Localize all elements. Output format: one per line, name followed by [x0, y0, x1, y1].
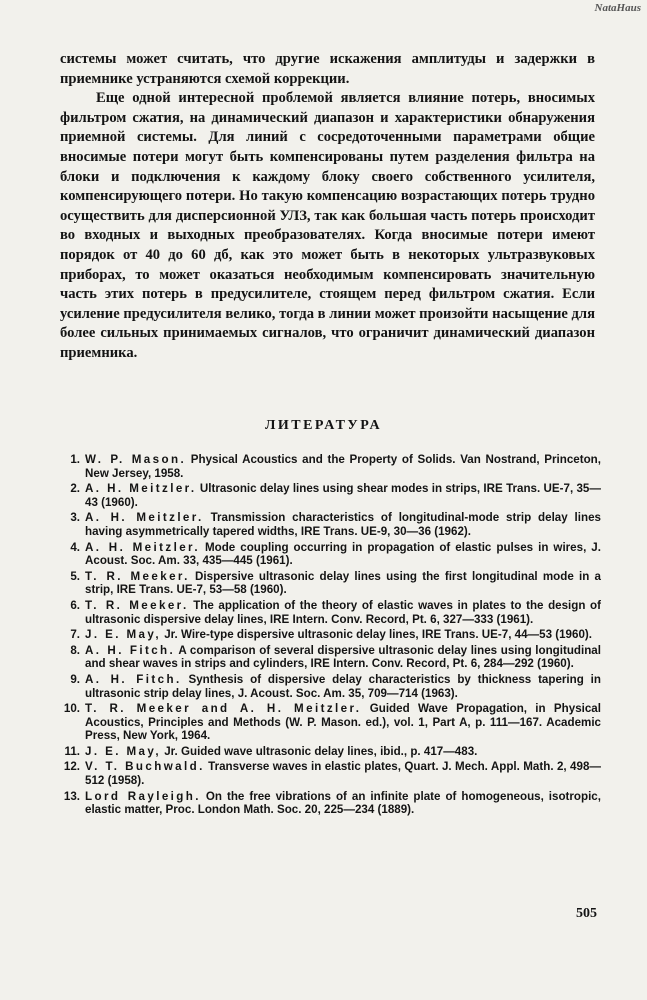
reference-text: [85, 673, 601, 700]
reference-item: [56, 628, 601, 642]
reference-author: A. H. Fitch.: [85, 643, 176, 657]
reference-item: [56, 790, 601, 817]
reference-citation: On the free vibrations of an infinite plate of homogeneous, isotropic, elastic matter, Proc. London Math. Soc. 20, 225—234 (1889).: [85, 789, 601, 817]
watermark-logo: NataHaus: [594, 2, 641, 14]
reference-item: [56, 511, 601, 538]
reference-number: 7.: [70, 628, 80, 642]
reference-item: [56, 453, 601, 480]
reference-text: [85, 541, 601, 568]
reference-item: [56, 482, 601, 509]
reference-author: A. H. Fitch.: [85, 672, 182, 686]
reference-author: J. E. May,: [85, 744, 161, 758]
reference-number: 2.: [70, 482, 80, 496]
reference-author: V. T. Buchwald.: [85, 760, 205, 774]
reference-number: 9.: [70, 672, 80, 686]
reference-text: [85, 702, 601, 743]
reference-text: [85, 511, 601, 538]
reference-item: [56, 644, 601, 671]
reference-number: 6.: [70, 598, 80, 612]
reference-citation: Physical Acoustics and the Property of Solids. Van Nostrand, Princeton, New Jersey, 1958.: [85, 453, 601, 480]
reference-author: A. H. Meitzler.: [85, 482, 197, 496]
reference-number: 4.: [70, 540, 80, 554]
reference-item: [56, 570, 601, 597]
reference-citation: A comparison of several dispersive ultrasonic delay lines using longitudinal and shear waves in strips and cylinders, IRE Intern. Conv. Record, Pt. 6, 284—292 (1960).: [85, 643, 601, 671]
reference-citation: Mode coupling occurring in propagation of elastic pulses in wires, J. Acoust. Soc. Am. 33, 435—445 (1961).: [85, 540, 601, 568]
reference-number: 8.: [70, 643, 80, 657]
reference-citation: Dispersive ultrasonic delay lines using the first longitudinal mode in a strip, IRE Trans. UE-7, 53—58 (1960).: [85, 569, 601, 597]
body-text: [60, 50, 595, 364]
reference-author: J. E. May,: [85, 628, 161, 642]
references-heading: ЛИТЕРАТУРА: [264, 418, 383, 433]
reference-author: T. R. Meeker.: [85, 569, 190, 583]
reference-text: [85, 453, 601, 480]
reference-citation: Transmission characteristics of longitudinal-mode strip delay lines having asymmetrically tapered widths, IRE Trans. UE-9, 30—36 (1962).: [85, 511, 601, 538]
reference-author: T. R. Meeker.: [85, 598, 189, 612]
reference-number: 1.: [70, 453, 80, 466]
reference-text: [85, 745, 601, 759]
reference-text: [85, 790, 601, 817]
reference-text: [85, 644, 601, 671]
reference-text: [85, 570, 601, 597]
reference-author: A. H. Meitzler.: [85, 540, 200, 554]
reference-number: 3.: [70, 511, 80, 525]
reference-author: A. H. Meitzler.: [85, 511, 204, 525]
reference-citation: Ultrasonic delay lines using shear modes in strips, IRE Trans. UE-7, 35—43 (1960).: [85, 482, 601, 509]
reference-citation: Synthesis of dispersive delay characteristics by thickness tapering in ultrasonic strip delay lines, J. Acoust. Soc. Am. 35, 709—714 (1963).: [85, 672, 601, 700]
reference-citation: Jr. Wire-type dispersive ultrasonic delay lines, IRE Trans. UE-7, 44—53 (1960).: [164, 628, 592, 642]
body-paragraph: системы может считать, что другие искажения амплитуды и задержки в приемнике устраняются схемой коррекции.: [60, 51, 595, 87]
reference-text: [85, 628, 601, 642]
reference-citation: Jr. Guided wave ultrasonic delay lines, ibid., p. 417—483.: [164, 744, 478, 758]
reference-number: 5.: [70, 569, 80, 583]
reference-number: 13.: [63, 789, 80, 803]
reference-number: 12.: [63, 760, 80, 774]
reference-item: [56, 702, 601, 743]
reference-author: T. R. Meeker and A. H. Meitzler.: [85, 702, 362, 716]
reference-citation: Transverse waves in elastic plates, Quart. J. Mech. Appl. Math. 2, 498—512 (1958).: [85, 760, 601, 788]
body-paragraph: Еще одной интересной проблемой является влияние потерь, вносимых фильтром сжатия, на динамический диапазон и характеристики обнаружения приемной системы. Для линий с сосредоточенными параметрами общие вносимые потери могут быть компенсированы путем разделения фильтра на блоки и подключения к каждому блоку своего собственного усилителя, компенсирующего потери. Но такую компенсацию возрастающих потерь трудно осуществить для дисперсионной УЛЗ, так как большая часть потерь происходит во входных и выходных преобразователях. Когда вносимые потери имеют порядок от 40 до 60 дб, как это может быть в некоторых ультразвуковых приборах, то может оказаться необходимым компенсировать значительную часть этих потерь в предусилителе, стоящем перед фильтром сжатия. Если усиление предусилителя велико, тогда в линии может произойти насыщение для более сильных принимаемых сигналов, что ограничит динамический диапазон приемника.: [60, 90, 595, 361]
reference-item: [56, 541, 601, 568]
reference-item: [56, 745, 601, 759]
reference-number: 11.: [64, 744, 80, 758]
reference-citation: Guided Wave Propagation, in Physical Acoustics, Principles and Methods (W. P. Mason. ed.), vol. 1, Part A, p. 111—167. Academic Press, New York, 1964.: [85, 702, 601, 743]
reference-item: [56, 760, 601, 787]
reference-author: W. P. Mason.: [85, 453, 187, 466]
references-list: [56, 453, 601, 819]
reference-citation: The application of the theory of elastic waves in plates to the design of ultrasonic dispersive delay lines, IRE Intern. Conv. Record, Pt. 6, 327—333 (1961).: [85, 598, 601, 626]
page-number: 505: [576, 906, 597, 921]
reference-text: [85, 482, 601, 509]
reference-item: [56, 673, 601, 700]
reference-number: 10.: [63, 702, 80, 716]
reference-text: [85, 599, 601, 626]
reference-author: Lord Rayleigh.: [85, 789, 201, 803]
reference-item: [56, 599, 601, 626]
reference-text: [85, 760, 601, 787]
